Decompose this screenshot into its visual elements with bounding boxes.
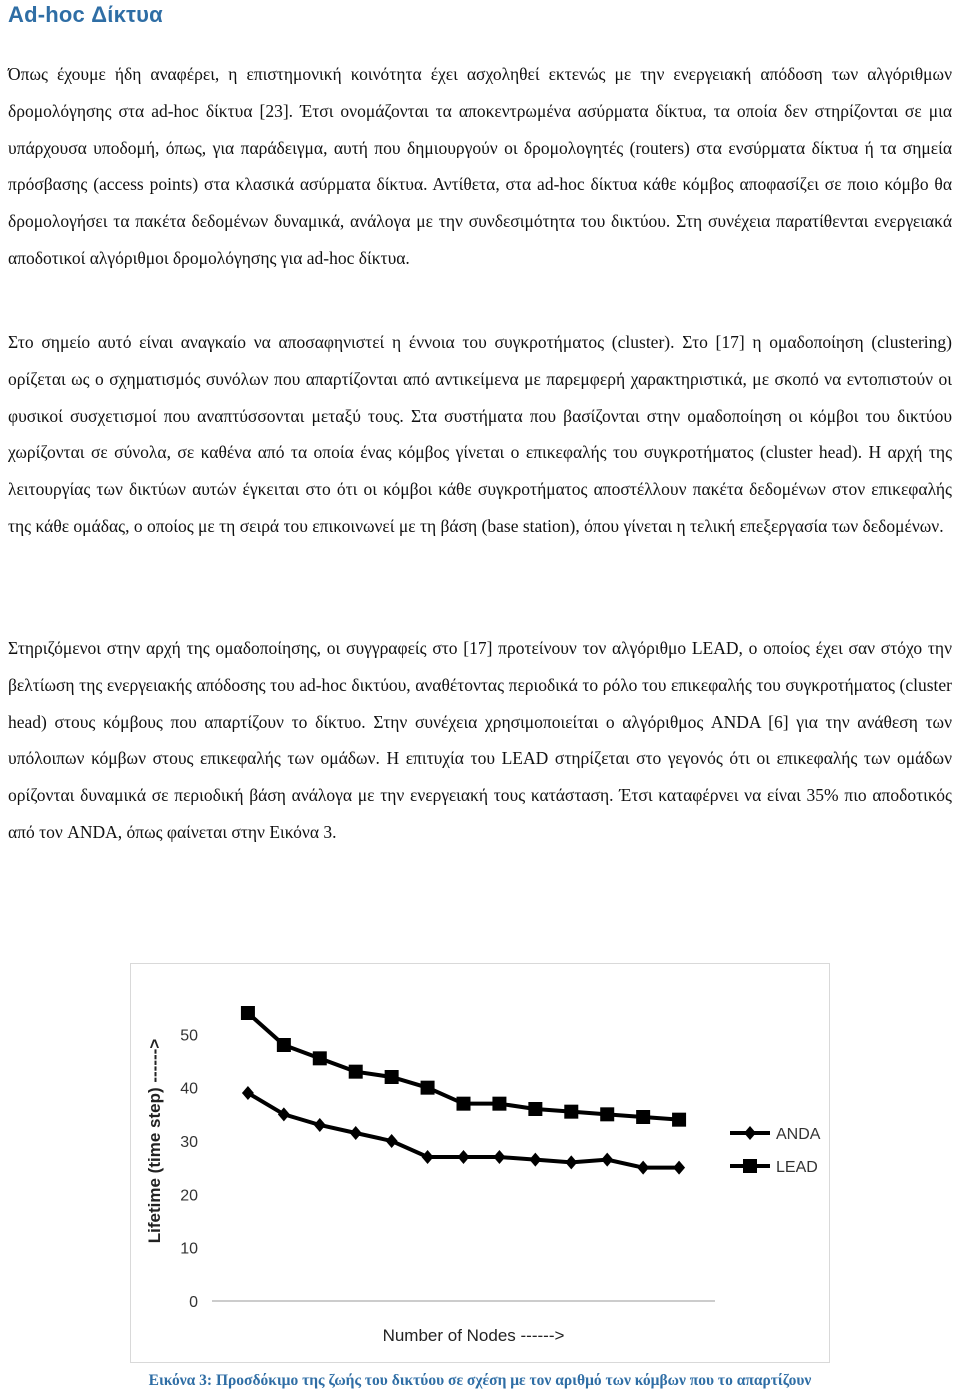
data-point-anda [278,1107,290,1121]
paragraph-1: Όπως έχουμε ήδη αναφέρει, η επιστημονική κοινότητα έχει ασχοληθεί εκτενώς με την ενεργειακή απόδοση των αλγόριθμων δρομολόγησης στα ad-hoc δίκτυα [23]. Έτσι ονομάζονται τα αποκεντρωμένα ασύρματα δίκτυα, τα οποία δεν στηρίζονται σε μια υπάρχουσα υποδομή, όπως, για παράδειγμα, αυτή που δημιουργούν οι δρομολογητές (routers) στα ενσύρματα δίκτυα ή τα σημεία πρόσβασης (access points) στα κλασικά ασύρματα δίκτυα. Αντίθετα, στα ad-hoc δίκτυα κάθε κόμβος αποφασίζει σε ποιο κόμβο θα δρομολογήσει τα πακέτα δεδομένων δυναμικά, ανάλογα με την συνδεσιμότητα του δικτύου. Στη συνέχεια παρατίθενται ενεργειακά αποδοτικοί αλγόριθμοι δρομολόγησης για ad-hoc δίκτυα. [8,64,952,268]
data-point-lead [277,1038,291,1052]
figure-caption: Εικόνα 3: Προσδόκιμο της ζωής του δικτύου σε σχέση με τον αριθμό των κόμβων που το απαρτίζουν [148,1372,812,1389]
data-point-anda [565,1155,577,1169]
legend-marker-anda [744,1126,756,1140]
data-point-anda [601,1153,613,1167]
y-tick-label: 10 [180,1240,198,1258]
data-point-lead [636,1110,650,1124]
x-axis-label: Number of Nodes ------> [382,1326,565,1345]
data-point-lead [528,1102,542,1116]
data-point-lead [600,1107,614,1121]
data-point-lead [672,1113,686,1127]
y-tick-label: 40 [180,1080,198,1098]
section-heading: Ad-hoc Δίκτυα [8,2,163,27]
paragraph-2: Στο σημείο αυτό είναι αναγκαίο να αποσαφηνιστεί η έννοια του συγκροτήματος (cluster). Στο [17] η ομαδοποίηση (clustering) ορίζεται ως ο σχηματισμός συνόλων που απαρτίζονται από αντικείμενα με παρεμφερή χαρακτηριστικά, με σκοπό να εντοπιστούν οι φυσικοί συσχετισμοί που αναπτύσσονται μεταξύ τους. Στα συστήματα που βασίζονται στην ομαδοποίηση οι κόμβοι του δικτύου χωρίζονται σε σύνολα, σε καθένα από τα οποία ένας κόμβος γίνεται ο επικεφαλής του συγκροτήματος (cluster head). Η αρχή της λειτουργίας των δικτύων αυτών έγκειται στο ότι οι κόμβοι κάθε συγκροτήματος αποστέλλουν πακέτα δεδομένων στον επικεφαλής της κάθε ομάδας, ο οποίος με τη σειρά του επικοινωνεί με τη βάση (base station), όπου γίνεται η τελική επεξεργασία των δεδομένων. [8,332,952,536]
data-point-lead [457,1097,471,1111]
data-point-lead [385,1070,399,1084]
data-point-anda [493,1150,505,1164]
data-point-lead [241,1006,255,1020]
data-point-anda [637,1161,649,1175]
data-point-anda [314,1118,326,1132]
data-point-anda [422,1150,434,1164]
y-tick-label: 20 [180,1187,198,1205]
y-tick-label: 50 [180,1027,198,1045]
paragraph-3: Στηριζόμενοι στην αρχή της ομαδοποίησης, οι συγγραφείς στο [17] προτείνουν τον αλγόριθμο LEAD, ο οποίος έχει σαν στόχο την βελτίωση της ενεργειακής απόδοσης του ad-hoc δικτύου, αναθέτοντας περιοδικά το ρόλο του επικεφαλής του συγκροτήματος (cluster head) στους κόμβους που απαρτίζουν το δίκτυο. Στην συνέχεια χρησιμοποιείται ο αλγόριθμος ANDA [6] για την ανάθεση των υπόλοιπων κόμβων στους επικεφαλής των ομάδων. Η επιτυχία του LEAD στηρίζεται στο γεγονός ότι οι επικεφαλής των ομάδων ορίζονται δυναμικά σε περιοδική βάση ανάλογα με την ενεργειακή τους κατάσταση. Έτσι καταφέρνει να είναι 35% πιο αποδοτικός από τον ANDA, όπως φαίνεται στην Εικόνα 3. [8,638,952,842]
data-point-lead [421,1081,435,1095]
data-point-lead [313,1051,327,1065]
figure-lifetime-chart [130,963,830,1363]
data-point-lead [564,1105,578,1119]
chart-frame [131,964,830,1363]
data-point-lead [349,1065,363,1079]
legend-label-anda: ANDA [776,1126,821,1143]
legend-label-lead: LEAD [776,1159,818,1176]
y-tick-label: 30 [180,1134,198,1151]
data-point-anda [529,1153,541,1167]
line-chart [130,963,830,1363]
data-point-lead [492,1097,506,1111]
data-point-anda [350,1126,362,1140]
data-point-anda [673,1161,685,1175]
data-point-anda [386,1134,398,1148]
y-tick-label: 0 [189,1294,198,1311]
data-point-anda [458,1150,470,1164]
y-axis-label: Lifetime (time step) ------> [145,1038,164,1244]
data-point-anda [242,1086,254,1100]
legend-marker-lead [743,1159,757,1173]
